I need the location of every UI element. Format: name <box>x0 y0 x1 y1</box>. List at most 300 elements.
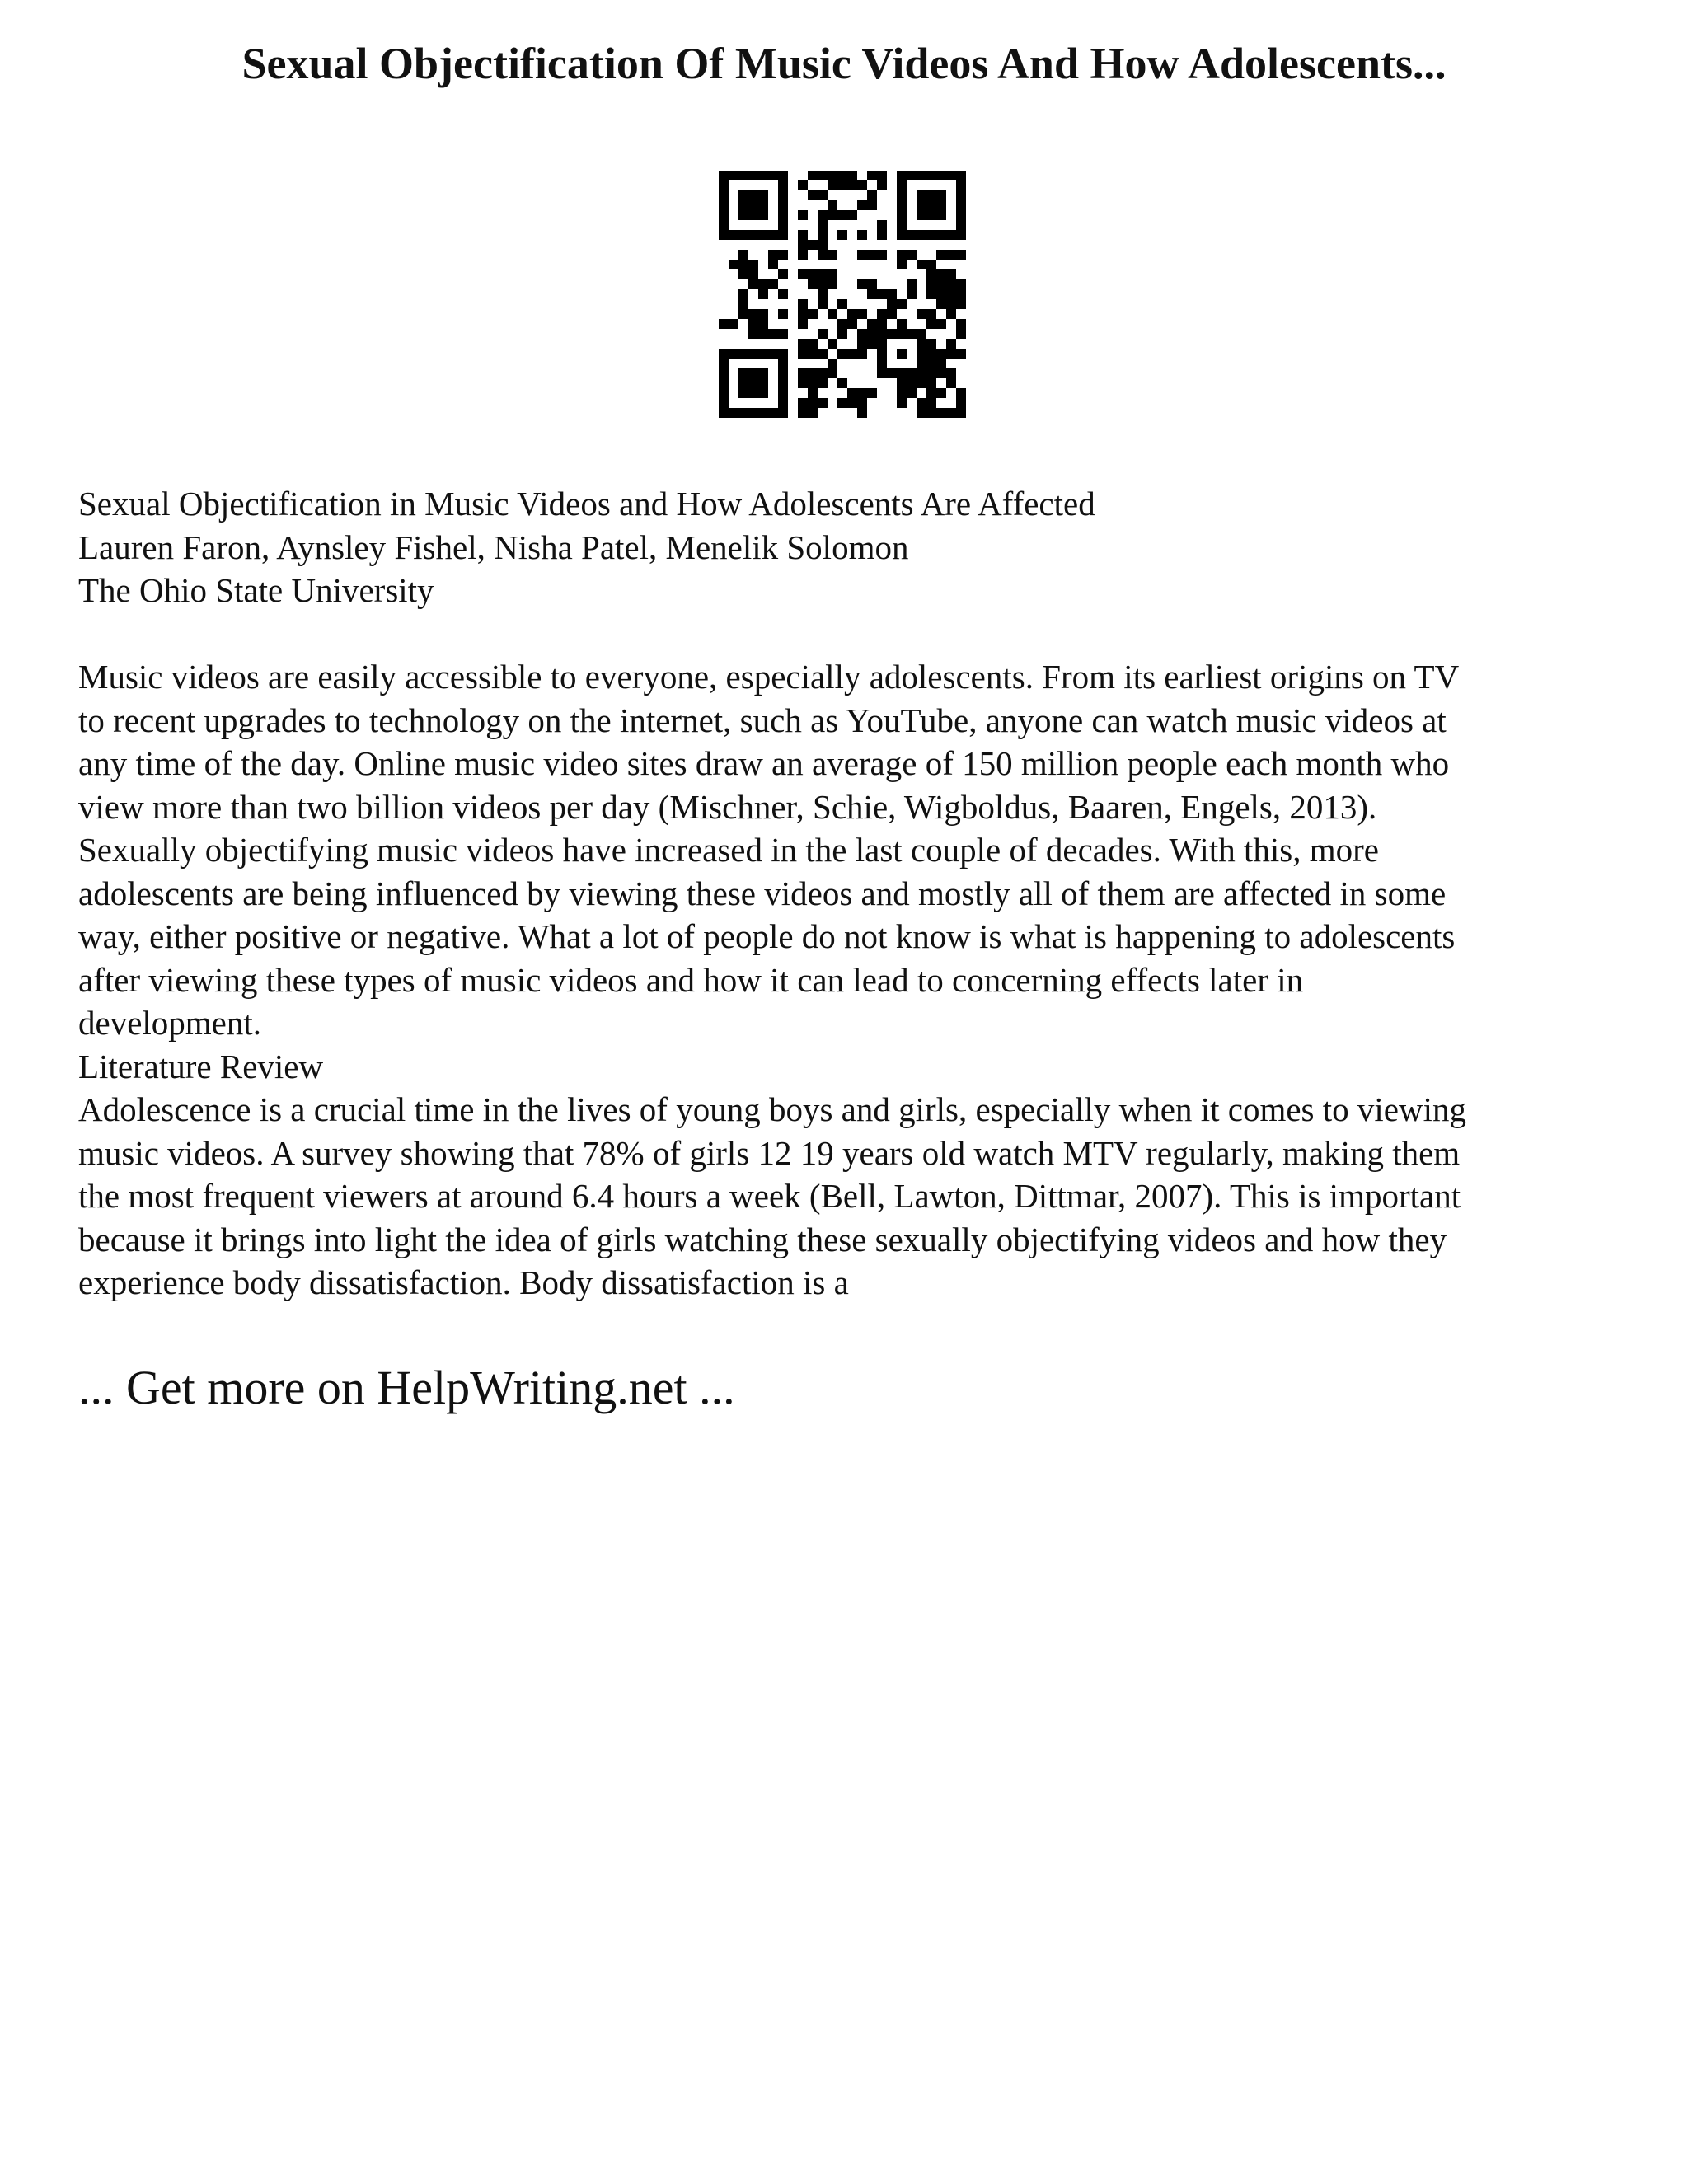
qr-module <box>936 210 946 220</box>
qr-module <box>729 171 738 180</box>
qr-module <box>758 171 768 180</box>
qr-module <box>808 240 818 250</box>
qr-module <box>956 171 966 180</box>
qr-module <box>738 299 748 309</box>
qr-module <box>828 339 837 349</box>
qr-module <box>917 190 926 200</box>
qr-module <box>758 368 768 378</box>
qr-module <box>877 329 887 339</box>
qr-module <box>877 230 887 240</box>
qr-module <box>946 408 956 418</box>
qr-module <box>837 349 847 359</box>
qr-module <box>798 349 808 359</box>
qr-module <box>768 250 778 260</box>
qr-module <box>748 329 758 339</box>
review-line: experience body dissatisfaction. Body dissatisfaction is a <box>78 1263 849 1301</box>
qr-module <box>748 190 758 200</box>
qr-module <box>917 359 926 368</box>
qr-module <box>738 171 748 180</box>
intro-paragraph <box>78 655 1628 1045</box>
qr-module <box>857 349 867 359</box>
qr-module <box>956 180 966 190</box>
qr-module <box>877 220 887 230</box>
qr-module <box>798 309 808 319</box>
qr-module <box>738 349 748 359</box>
qr-module <box>828 359 837 368</box>
qr-module <box>847 171 857 180</box>
qr-module <box>857 408 867 418</box>
qr-module <box>719 368 729 378</box>
qr-module <box>857 309 867 319</box>
qr-module <box>926 408 936 418</box>
intro-line: way, either positive or negative. What a lot of people do not know is what is happening to adolescents <box>78 917 1456 955</box>
qr-module <box>956 210 966 220</box>
qr-module <box>857 279 867 289</box>
qr-module <box>758 319 768 329</box>
qr-module <box>758 378 768 388</box>
qr-module <box>926 359 936 368</box>
qr-module <box>768 408 778 418</box>
qr-module <box>877 319 887 329</box>
qr-module <box>936 408 946 418</box>
qr-module <box>808 339 818 349</box>
qr-module <box>936 269 946 279</box>
qr-module <box>956 200 966 210</box>
qr-module <box>719 408 729 418</box>
qr-module <box>837 230 847 240</box>
qr-module <box>798 398 808 408</box>
qr-module <box>917 329 926 339</box>
qr-module <box>936 200 946 210</box>
qr-module <box>946 368 956 378</box>
qr-module <box>877 171 887 180</box>
review-line: Adolescence is a crucial time in the lives of young boys and girls, especially when it comes to viewing <box>78 1090 1466 1128</box>
qr-module <box>867 319 877 329</box>
qr-module <box>778 220 788 230</box>
qr-module <box>808 408 818 418</box>
qr-module <box>887 289 897 299</box>
qr-module <box>956 398 966 408</box>
qr-module <box>818 289 828 299</box>
qr-module <box>847 349 857 359</box>
qr-module <box>936 368 946 378</box>
review-line: music videos. A survey showing that 78% of girls 12 19 years old watch MTV regularly, making them <box>78 1133 1461 1172</box>
qr-module <box>857 230 867 240</box>
qr-module <box>936 388 946 398</box>
qr-module <box>748 230 758 240</box>
qr-module <box>818 398 828 408</box>
qr-module <box>926 398 936 408</box>
qr-module <box>847 309 857 319</box>
qr-module <box>778 368 788 378</box>
qr-module <box>729 230 738 240</box>
qr-module <box>956 220 966 230</box>
paragraph-gap <box>78 612 1628 656</box>
qr-module <box>738 260 748 269</box>
qr-module <box>778 388 788 398</box>
qr-module <box>857 388 867 398</box>
qr-module <box>719 398 729 408</box>
qr-module <box>897 250 907 260</box>
qr-module <box>808 190 818 200</box>
qr-module <box>946 269 956 279</box>
qr-module <box>758 200 768 210</box>
qr-module <box>778 359 788 368</box>
qr-module <box>748 269 758 279</box>
intro-line: Sexually objectifying music videos have increased in the last couple of decades. With this, more <box>78 831 1379 869</box>
qr-module <box>738 190 748 200</box>
qr-module <box>837 171 847 180</box>
qr-module <box>818 349 828 359</box>
qr-module <box>719 220 729 230</box>
qr-module <box>926 230 936 240</box>
qr-module <box>818 220 828 230</box>
qr-module <box>897 388 907 398</box>
qr-module <box>818 250 828 260</box>
intro-line: to recent upgrades to technology on the internet, such as YouTube, anyone can watch music videos at <box>78 701 1447 739</box>
qr-module <box>828 210 837 220</box>
qr-module <box>778 171 788 180</box>
qr-module <box>719 378 729 388</box>
qr-module <box>798 269 808 279</box>
qr-module <box>758 210 768 220</box>
qr-module <box>926 260 936 269</box>
qr-module <box>837 299 847 309</box>
authors-line: Lauren Faron, Aynsley Fishel, Nisha Patel, Menelik Solomon <box>78 527 909 566</box>
qr-module <box>926 289 936 299</box>
qr-module <box>936 289 946 299</box>
qr-module <box>798 230 808 240</box>
qr-module <box>847 398 857 408</box>
qr-module <box>917 309 926 319</box>
qr-module <box>719 359 729 368</box>
qr-module <box>748 378 758 388</box>
qr-module <box>738 250 748 260</box>
qr-module <box>818 190 828 200</box>
qr-module <box>907 171 917 180</box>
qr-module <box>778 289 788 299</box>
qr-module <box>818 378 828 388</box>
qr-module <box>818 299 828 309</box>
qr-module <box>946 230 956 240</box>
qr-module <box>956 279 966 289</box>
qr-module <box>926 339 936 349</box>
qr-module <box>778 378 788 388</box>
qr-module <box>719 388 729 398</box>
qr-module <box>946 250 956 260</box>
qr-module <box>936 319 946 329</box>
qr-module <box>719 171 729 180</box>
qr-module <box>818 269 828 279</box>
qr-module <box>877 368 887 378</box>
qr-module <box>719 319 729 329</box>
qr-module <box>768 230 778 240</box>
qr-module <box>897 230 907 240</box>
qr-module <box>758 309 768 319</box>
paper-title: Sexual Objectification in Music Videos and How Adolescents Are Affected <box>78 485 1095 523</box>
qr-module <box>748 279 758 289</box>
qr-module <box>887 368 897 378</box>
qr-module <box>798 210 808 220</box>
qr-module <box>729 319 738 329</box>
qr-module <box>758 388 768 398</box>
qr-module <box>758 408 768 418</box>
qr-module <box>818 368 828 378</box>
qr-module <box>837 180 847 190</box>
qr-module <box>719 180 729 190</box>
qr-module <box>897 329 907 339</box>
qr-module <box>847 210 857 220</box>
qr-module <box>926 190 936 200</box>
qr-module <box>729 349 738 359</box>
qr-module <box>719 230 729 240</box>
qr-module <box>778 309 788 319</box>
qr-module <box>828 171 837 180</box>
qr-module <box>729 260 738 269</box>
qr-module <box>748 260 758 269</box>
qr-module <box>798 378 808 388</box>
qr-module <box>719 200 729 210</box>
qr-module <box>798 299 808 309</box>
review-line: the most frequent viewers at around 6.4 hours a week (Bell, Lawton, Dittmar, 2007). This is important <box>78 1177 1461 1215</box>
qr-module <box>837 378 847 388</box>
qr-module <box>857 339 867 349</box>
qr-module <box>877 250 887 260</box>
qr-module <box>936 279 946 289</box>
qr-module <box>778 398 788 408</box>
qr-module <box>818 230 828 240</box>
qr-module <box>719 190 729 200</box>
qr-module <box>729 408 738 418</box>
qr-module <box>778 269 788 279</box>
qr-module <box>768 260 778 269</box>
qr-module <box>778 329 788 339</box>
qr-module <box>738 378 748 388</box>
qr-module <box>778 190 788 200</box>
qr-module <box>946 349 956 359</box>
qr-module <box>738 368 748 378</box>
qr-module <box>907 230 917 240</box>
qr-module <box>936 299 946 309</box>
qr-module <box>857 200 867 210</box>
qr-module <box>867 279 877 289</box>
qr-module <box>946 339 956 349</box>
qr-module <box>897 180 907 190</box>
qr-module <box>926 319 936 329</box>
qr-module <box>778 408 788 418</box>
qr-module <box>818 279 828 289</box>
qr-module <box>798 319 808 329</box>
qr-module <box>877 309 887 319</box>
intro-line: development. <box>78 1004 262 1042</box>
qr-module <box>748 171 758 180</box>
qr-module <box>897 210 907 220</box>
qr-module <box>946 279 956 289</box>
qr-module <box>808 388 818 398</box>
qr-code-icon <box>719 171 966 418</box>
qr-module <box>936 349 946 359</box>
qr-module <box>897 349 907 359</box>
qr-module <box>808 378 818 388</box>
qr-module <box>917 171 926 180</box>
qr-module <box>907 388 917 398</box>
qr-module <box>738 388 748 398</box>
qr-module <box>828 309 837 319</box>
qr-module <box>719 210 729 220</box>
qr-module <box>847 180 857 190</box>
qr-module <box>917 378 926 388</box>
qr-module <box>917 339 926 349</box>
qr-module <box>887 309 897 319</box>
qr-module <box>917 368 926 378</box>
qr-module <box>897 378 907 388</box>
qr-module <box>798 339 808 349</box>
qr-module <box>956 250 966 260</box>
qr-module <box>828 200 837 210</box>
qr-module <box>808 349 818 359</box>
affiliation-line: The Ohio State University <box>78 571 434 609</box>
qr-module <box>758 329 768 339</box>
intro-line: any time of the day. Online music video sites draw an average of 150 million people each month who <box>78 744 1450 782</box>
qr-module <box>748 200 758 210</box>
qr-module <box>897 220 907 230</box>
qr-module <box>926 388 936 398</box>
qr-module <box>956 319 966 329</box>
qr-module <box>828 269 837 279</box>
qr-module <box>748 349 758 359</box>
qr-module <box>877 180 887 190</box>
qr-module <box>867 388 877 398</box>
qr-module <box>887 329 897 339</box>
review-line: because it brings into light the idea of girls watching these sexually objectifying videos and how they <box>78 1220 1447 1258</box>
qr-module <box>768 171 778 180</box>
qr-module <box>936 230 946 240</box>
qr-module <box>956 388 966 398</box>
qr-module <box>847 388 857 398</box>
qr-module <box>867 200 877 210</box>
qr-module <box>926 200 936 210</box>
document-body <box>78 482 1628 1305</box>
qr-module <box>926 269 936 279</box>
qr-module <box>738 230 748 240</box>
qr-module <box>877 359 887 368</box>
qr-module <box>808 171 818 180</box>
qr-module <box>847 319 857 329</box>
qr-module <box>907 378 917 388</box>
qr-module <box>808 309 818 319</box>
qr-module <box>897 368 907 378</box>
qr-module <box>877 289 887 299</box>
qr-module <box>778 180 788 190</box>
qr-module <box>897 299 907 309</box>
qr-module <box>798 180 808 190</box>
qr-module <box>926 210 936 220</box>
qr-module <box>907 250 917 260</box>
qr-module <box>917 398 926 408</box>
qr-module <box>818 210 828 220</box>
qr-module <box>758 349 768 359</box>
qr-module <box>956 299 966 309</box>
qr-module <box>867 171 877 180</box>
qr-module <box>936 190 946 200</box>
qr-module <box>917 408 926 418</box>
qr-module <box>917 230 926 240</box>
qr-module <box>748 388 758 398</box>
qr-module <box>907 368 917 378</box>
qr-module <box>907 289 917 299</box>
qr-module <box>857 180 867 190</box>
qr-module <box>798 368 808 378</box>
qr-module <box>897 171 907 180</box>
qr-module <box>828 279 837 289</box>
qr-module <box>867 329 877 339</box>
qr-module <box>758 230 768 240</box>
qr-module <box>738 309 748 319</box>
qr-module <box>936 171 946 180</box>
qr-module <box>907 329 917 339</box>
qr-module <box>897 200 907 210</box>
qr-module <box>818 240 828 250</box>
qr-module <box>818 171 828 180</box>
qr-module <box>768 279 778 289</box>
qr-module <box>897 319 907 329</box>
qr-module <box>828 180 837 190</box>
qr-module <box>897 398 907 408</box>
qr-module <box>946 289 956 299</box>
qr-module <box>828 250 837 260</box>
qr-module <box>738 408 748 418</box>
qr-module <box>778 200 788 210</box>
qr-module <box>956 349 966 359</box>
qr-module <box>897 190 907 200</box>
intro-line: adolescents are being influenced by viewing these videos and mostly all of them are affected in some <box>78 874 1447 912</box>
qr-module <box>917 200 926 210</box>
section-heading: Literature Review <box>78 1047 324 1085</box>
qr-module <box>956 190 966 200</box>
qr-module <box>956 230 966 240</box>
qr-module <box>837 210 847 220</box>
qr-module <box>897 260 907 269</box>
qr-module <box>768 329 778 339</box>
qr-module <box>748 309 758 319</box>
qr-module <box>719 349 729 359</box>
qr-module <box>857 398 867 408</box>
qr-module <box>808 269 818 279</box>
qr-module <box>748 368 758 378</box>
qr-module <box>748 408 758 418</box>
review-paragraph <box>78 1088 1628 1305</box>
get-more-link[interactable]: ... Get more on HelpWriting.net ... <box>78 1361 735 1414</box>
intro-line: Music videos are easily accessible to everyone, especially adolescents. From its earliest origins on TV <box>78 658 1460 696</box>
qr-module <box>946 299 956 309</box>
qr-module <box>956 289 966 299</box>
qr-module <box>738 269 748 279</box>
qr-module <box>798 408 808 418</box>
qr-module <box>887 299 897 309</box>
qr-module <box>936 250 946 260</box>
qr-module <box>926 279 936 289</box>
qr-module <box>738 200 748 210</box>
qr-module <box>926 368 936 378</box>
qr-module <box>917 260 926 269</box>
qr-module <box>828 368 837 378</box>
qr-module <box>818 329 828 339</box>
qr-module <box>768 349 778 359</box>
qr-module <box>837 398 847 408</box>
qr-module <box>808 398 818 408</box>
qr-module <box>936 359 946 368</box>
qr-module <box>748 210 758 220</box>
